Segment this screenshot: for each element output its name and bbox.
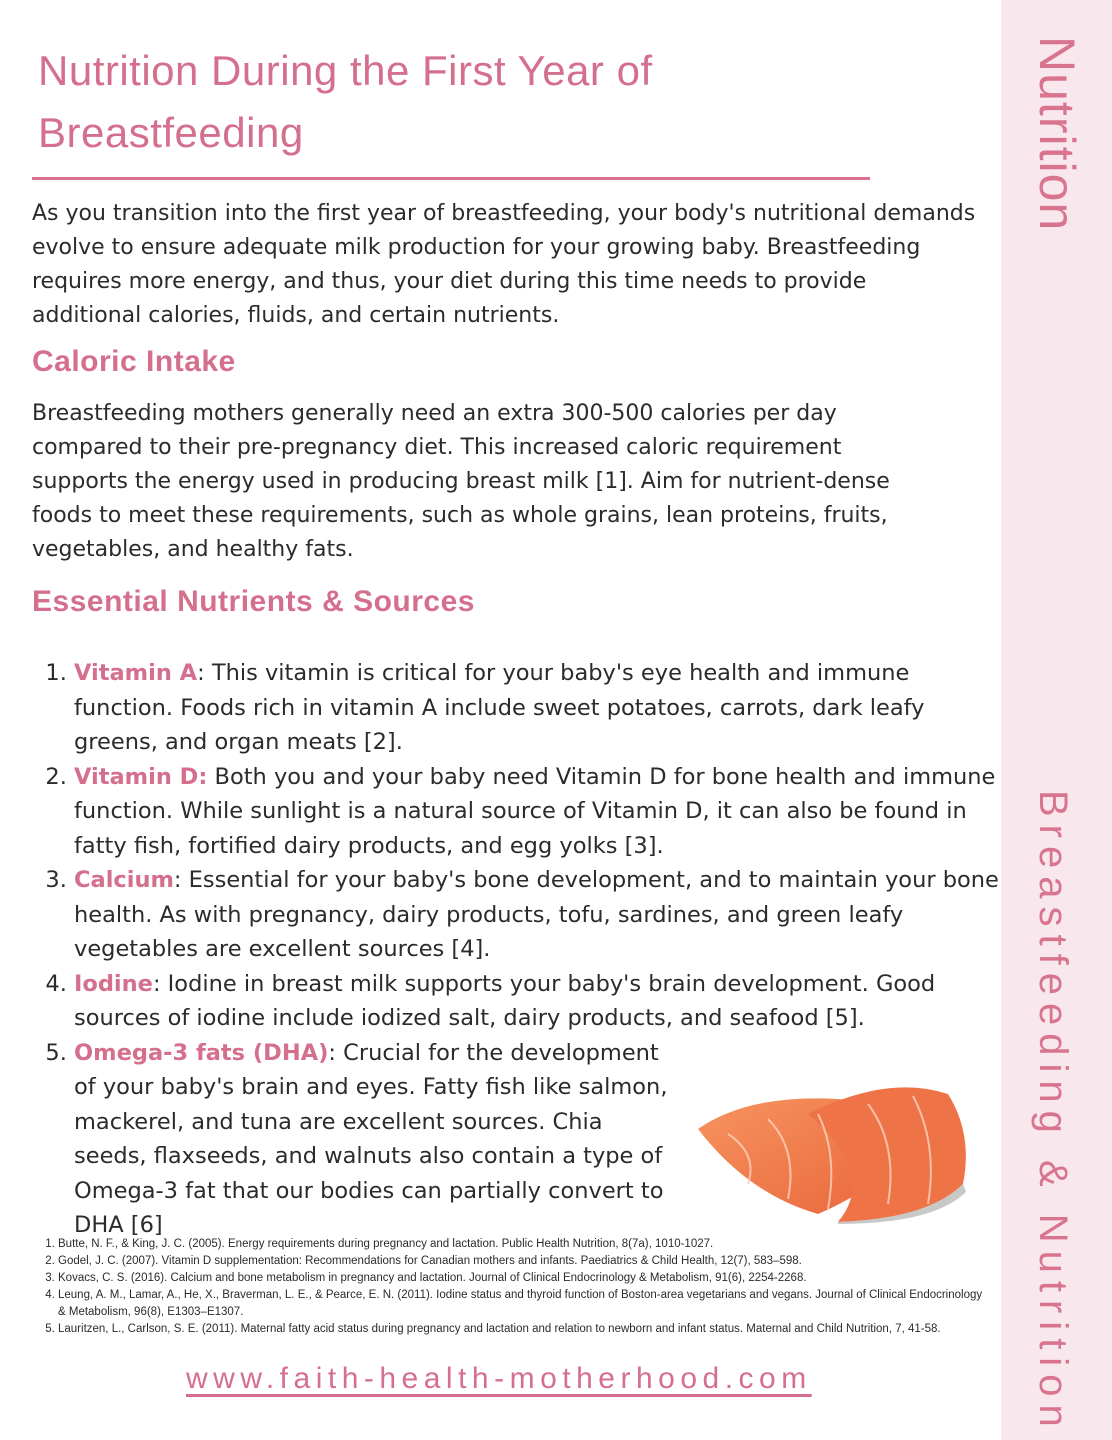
nutrient-text: This vitamin is critical for your baby's eye health and immune function. Foods rich in vitamin A include sweet potatoes, carrots, dark leafy greens, and organ meats [2].: [74, 660, 925, 755]
separator: :: [152, 970, 168, 997]
nutrient-item: [74, 967, 1004, 1036]
reference-item: 4. Leung, A. M., Lamar, A., He, X., Braverman, L. E., & Pearce, E. N. (2011). Iodine status and thyroid function of Boston-area vegetarians and vegans. Journal of Clinical Endocrinology & Metabolism, 96(8), E1303–E1307.: [58, 1287, 988, 1321]
separator: [207, 764, 214, 790]
website-link[interactable]: www.faith-health-motherhood.com: [186, 1362, 812, 1395]
nutrient-name: Iodine: [74, 970, 153, 997]
caloric-paragraph: Breastfeeding mothers generally need an extra 300-500 calories per day compared to their pre-pregnancy diet. This increased caloric requirement supports the energy used in producing breast milk [1]. Aim for nutrient-dense foods to meet these requirements, such as whole grains, lean proteins, fruits, vegetables, and healthy fats.: [32, 401, 890, 562]
nutrient-item: [74, 1036, 674, 1243]
nutrient-text: Crucial for the development of your baby's brain and eyes. Fatty fish like salmon, mackerel, and tuna are excellent sources. Chia seeds, flaxseeds, and walnuts also contain a type of Omega-3 fat that our bodies can partially convert to DHA [6]: [74, 1039, 668, 1238]
intro-paragraph: As you transition into the first year of breastfeeding, your body's nutritional demands evolve to ensure adequate milk production for your growing baby. Breastfeeding requires more energy, and thus, your diet during this time needs to provide additional calories, fluids, and certain nutrients.: [32, 201, 976, 328]
reference-item: 2. Godel, J. C. (2007). Vitamin D supplementation: Recommendations for Canadian mothers and infants. Paediatrics & Child Health, 12(7), 583–598.: [58, 1253, 988, 1270]
separator: :: [328, 1039, 344, 1066]
nutrient-text: Essential for your baby's bone development, and to maintain your bone health. As with pregnancy, dairy products, tofu, sardines, and green leafy vegetables are excellent sources [4].: [74, 867, 999, 962]
nutrient-text: Iodine in breast milk supports your baby's brain development. Good sources of iodine include iodized salt, dairy products, and seafood [5].: [74, 970, 936, 1031]
separator: :: [197, 660, 212, 686]
nutrients-heading: Essential Nutrients & Sources: [32, 585, 475, 618]
separator: :: [173, 867, 189, 893]
page-title: Nutrition During the First Year of Breastfeeding: [38, 47, 653, 156]
sidebar-label-bottom: Breastfeeding & Nutrition: [1031, 790, 1075, 1435]
reference-item: 3. Kovacs, C. S. (2016). Calcium and bone metabolism in pregnancy and lactation. Journal of Clinical Endocrinology & Metabolism, 91(6), 2254-2268.: [58, 1270, 988, 1287]
nutrient-item: [74, 656, 1004, 760]
sidebar-label-top: Nutrition: [1029, 36, 1085, 232]
nutrient-item: [74, 760, 1004, 864]
reference-item: 5. Lauritzen, L., Carlson, S. E. (2011). Maternal fatty acid status during pregnancy and lactation and relation to newborn and infant status. Maternal and Child Nutrition, 7, 41-58.: [58, 1321, 988, 1338]
nutrient-name: Vitamin D:: [74, 763, 208, 790]
nutrient-name: Omega-3 fats (DHA): [74, 1039, 329, 1066]
nutrient-name: Calcium: [74, 867, 174, 893]
caloric-heading: Caloric Intake: [32, 345, 236, 378]
salmon-image: [688, 1074, 970, 1224]
nutrient-name: Vitamin A: [74, 660, 198, 686]
reference-item: 1. Butte, N. F., & King, J. C. (2005). Energy requirements during pregnancy and lactation. Public Health Nutrition, 8(7a), 1010-1027.: [58, 1236, 988, 1253]
title-divider: [32, 177, 870, 180]
nutrient-text: Both you and your baby need Vitamin D for bone health and immune function. While sunlight is a natural source of Vitamin D, it can also be found in fatty fish, fortified dairy products, and egg yolks [3].: [74, 763, 996, 859]
nutrient-item: [74, 863, 1004, 967]
references-list: [46, 1236, 988, 1338]
